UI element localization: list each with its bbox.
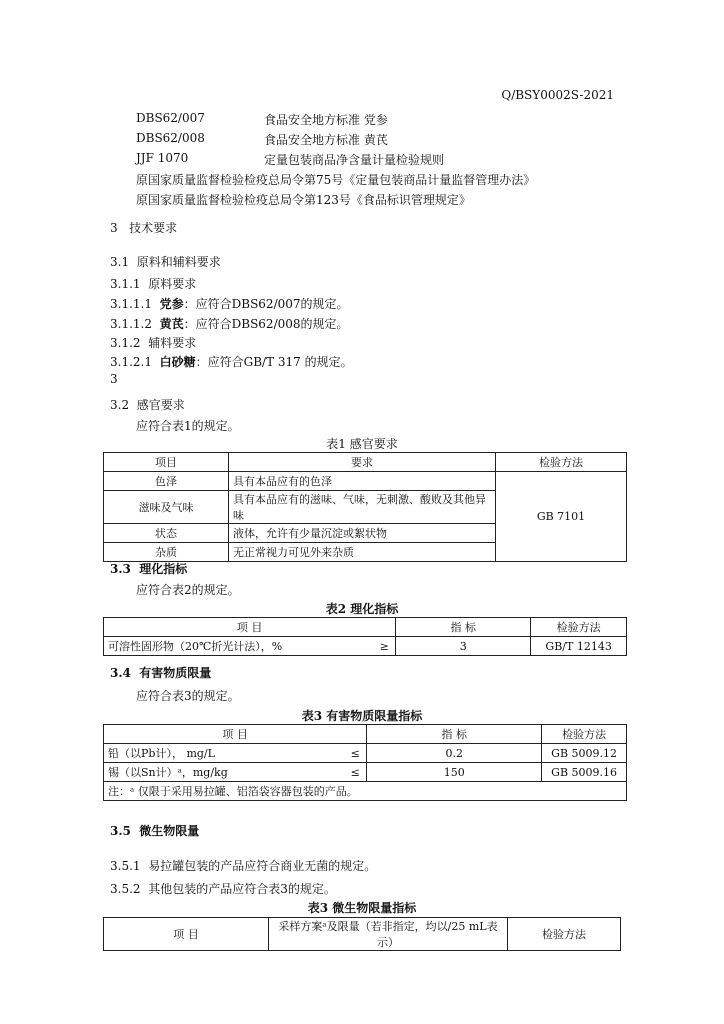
reference-name: 食品安全地方标准 党参 xyxy=(264,113,388,127)
table-cell: 3 xyxy=(396,637,531,656)
section-3-5-heading: 3.5 微生物限量 xyxy=(110,824,200,838)
table-cell: ≤ xyxy=(344,763,367,782)
clause-3-1-1-1: 3.1.1.1 党参：应符合DBS62/007的规定。 xyxy=(110,297,349,311)
table-cell: 可溶性固形物（20℃折光计法），% xyxy=(104,637,374,656)
section-3-3-heading: 3.3 理化指标 xyxy=(110,562,188,576)
table2-physicochemical xyxy=(103,617,627,656)
reference-code: DBS62/008 xyxy=(136,131,205,145)
table-header-cell: 项 目 xyxy=(104,618,396,637)
table-header-row xyxy=(104,453,627,472)
table-header-cell: 检验方法 xyxy=(542,725,627,744)
table-row xyxy=(104,472,627,491)
section-3-heading: 3 技术要求 xyxy=(110,221,178,235)
section-3-1-1-heading: 3.1.1 原料要求 xyxy=(110,277,197,291)
section-3-2-heading: 3.2 感官要求 xyxy=(110,398,185,412)
reference-order: 原国家质量监督检验检疫总局令第123号《食品标识管理规定》 xyxy=(136,193,471,207)
table-note-row xyxy=(104,782,627,801)
table-cell: 色泽 xyxy=(104,472,229,491)
document-code: Q/BSY0002S-2021 xyxy=(501,88,614,102)
reference-code: DBS62/007 xyxy=(136,111,205,125)
table-cell: 150 xyxy=(367,763,542,782)
table-cell: GB 5009.16 xyxy=(542,763,627,782)
clause-3-1-1-2: 3.1.1.2 黄芪：应符合DBS62/008的规定。 xyxy=(110,317,349,331)
table-cell: GB 5009.12 xyxy=(542,744,627,763)
table-header-cell: 项目 xyxy=(104,453,229,472)
table-cell: 具有本品应有的滋味、气味，无刺激、酸败及其他异味 xyxy=(229,491,496,524)
section-3-1-2-heading: 3.1.2 辅料要求 xyxy=(110,336,197,350)
table-cell: 滋味及气味 xyxy=(104,491,229,524)
table-cell: GB/T 12143 xyxy=(531,637,627,656)
table1-caption: 表1 感官要求 xyxy=(326,437,398,451)
table-cell: ≤ xyxy=(344,744,367,763)
reference-code: JJF 1070 xyxy=(136,151,189,165)
table-header-cell: 采样方案ᵃ及限量（若非指定，均以/25 mL表示） xyxy=(269,918,508,951)
table4-microbial xyxy=(103,917,621,951)
section-3-2-note: 应符合表1的规定。 xyxy=(136,419,240,433)
section-3-4-heading: 3.4 有害物质限量 xyxy=(110,666,212,680)
table-cell: 状态 xyxy=(104,524,229,543)
table-cell: 0.2 xyxy=(367,744,542,763)
table-header-row xyxy=(104,918,621,951)
table3-harmful-substances xyxy=(103,724,627,801)
table-header-cell: 项 目 xyxy=(104,725,367,744)
section-3-4-note: 应符合表3的规定。 xyxy=(136,689,240,703)
clause-3-5-2: 3.5.2 其他包装的产品应符合表3的规定。 xyxy=(110,882,336,896)
table4-caption: 表3 微生物限量指标 xyxy=(307,901,417,915)
table-cell: 具有本品应有的色泽 xyxy=(229,472,496,491)
clause-3-1-2-1: 3.1.2.1 白砂糖：应符合GB/T 317 的规定。 xyxy=(110,355,353,369)
table-cell: 无正常视力可见外来杂质 xyxy=(229,543,496,562)
stray-number: 3 xyxy=(110,372,118,386)
table-note: 注：ᵃ 仅限于采用易拉罐、铝箔袋容器包装的产品。 xyxy=(104,782,627,801)
table-header-row xyxy=(104,618,627,637)
table3-caption: 表3 有害物质限量指标 xyxy=(301,709,423,723)
table-cell: ≥ xyxy=(373,637,396,656)
table-row xyxy=(104,763,627,782)
table-header-cell: 检验方法 xyxy=(496,453,627,472)
table-cell: 杂质 xyxy=(104,543,229,562)
table-header-cell: 项 目 xyxy=(104,918,269,951)
table-header-row xyxy=(104,725,627,744)
clause-3-5-1: 3.5.1 易拉罐包装的产品应符合商业无菌的规定。 xyxy=(110,859,377,873)
table-header-cell: 检验方法 xyxy=(508,918,621,951)
table-header-cell: 指 标 xyxy=(396,618,531,637)
table-header-cell: 指 标 xyxy=(367,725,542,744)
section-3-1-heading: 3.1 原料和辅料要求 xyxy=(110,255,221,269)
table-cell: 液体，允许有少量沉淀或絮状物 xyxy=(229,524,496,543)
section-3-3-note: 应符合表2的规定。 xyxy=(136,583,240,597)
table-header-cell: 检验方法 xyxy=(531,618,627,637)
table-cell: GB 7101 xyxy=(496,472,627,562)
table-cell: 铅（以Pb计）， mg/L xyxy=(104,744,345,763)
table1-sensory xyxy=(103,452,627,562)
table2-caption: 表2 理化指标 xyxy=(325,602,399,616)
table-row xyxy=(104,637,627,656)
reference-order: 原国家质量监督检验检疫总局令第75号《定量包装商品计量监督管理办法》 xyxy=(136,173,536,187)
table-cell: 锡（以Sn计）ᵃ，mg/kg xyxy=(104,763,345,782)
reference-name: 定量包装商品净含量计量检验规则 xyxy=(264,153,445,167)
table-row xyxy=(104,744,627,763)
table-header-cell: 要求 xyxy=(229,453,496,472)
reference-name: 食品安全地方标准 黄芪 xyxy=(264,133,388,147)
